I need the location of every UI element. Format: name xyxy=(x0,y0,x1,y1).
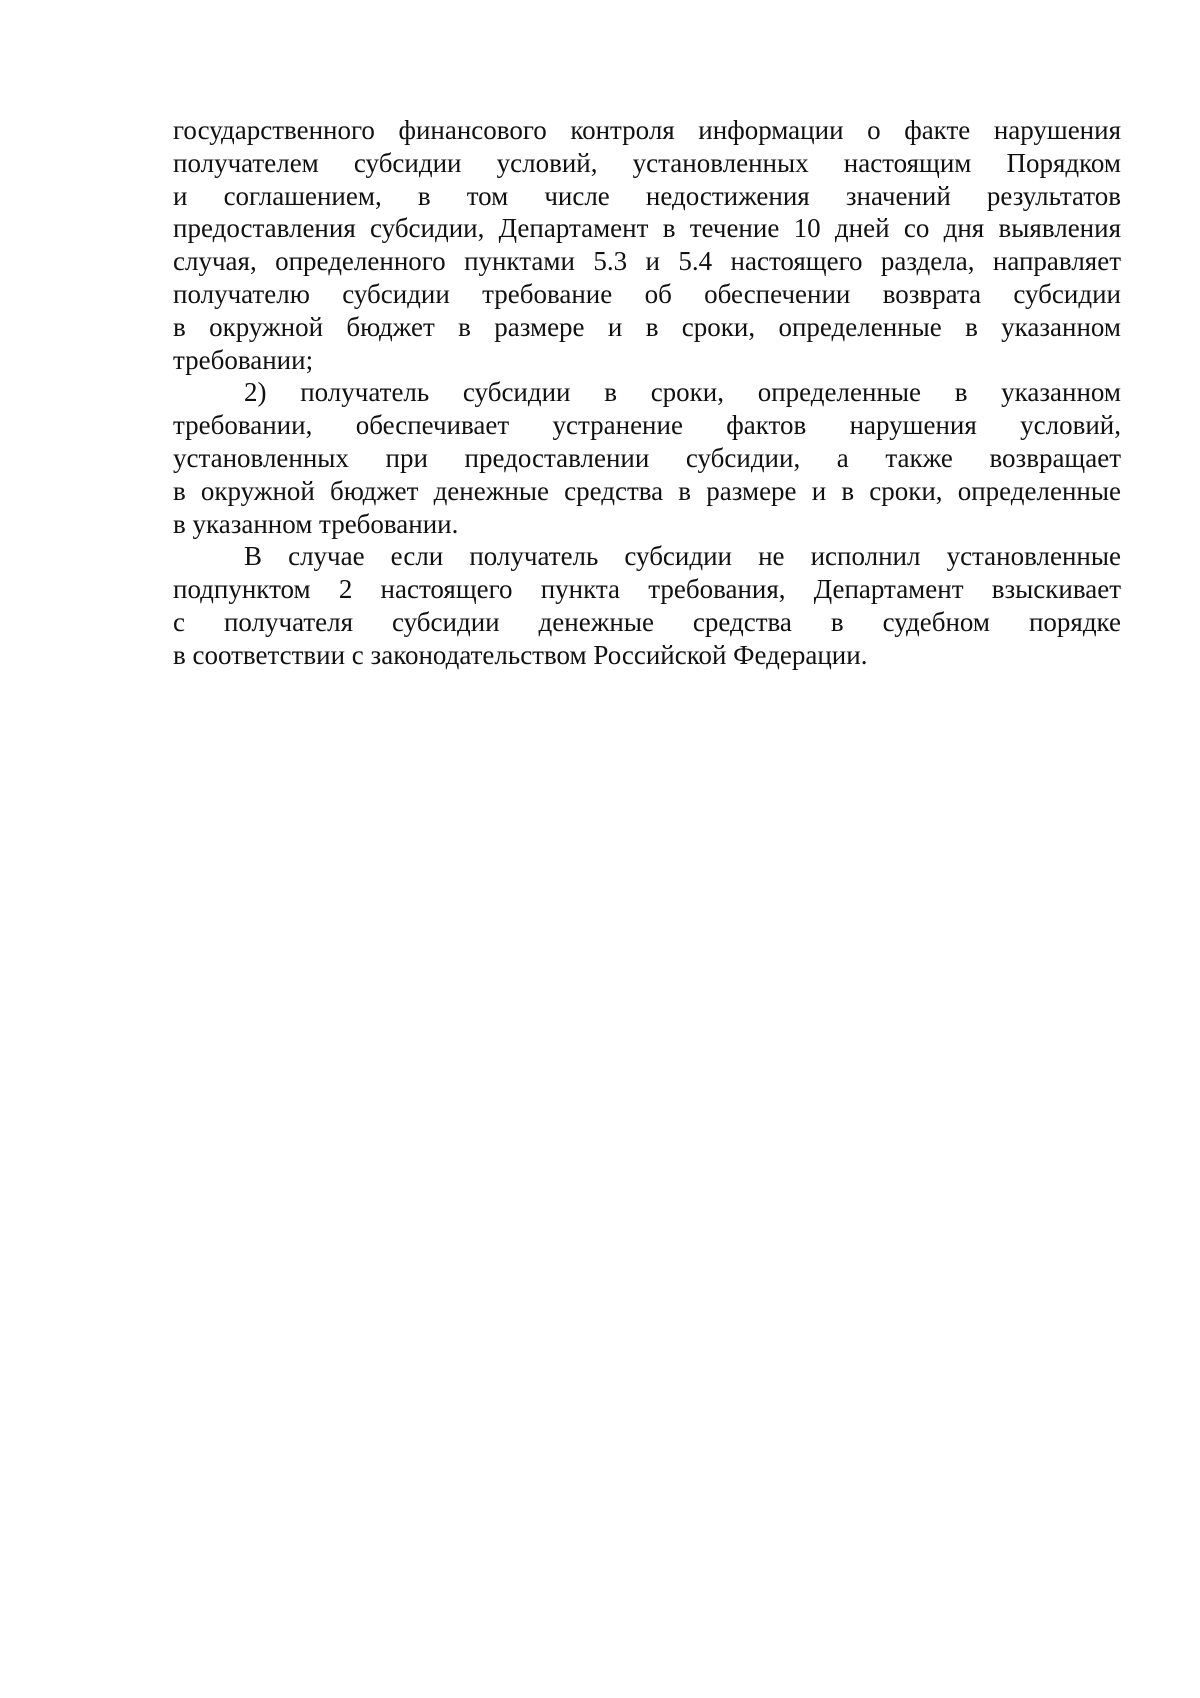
text-line: в соответствии с законодательством Российской Федерации. xyxy=(173,639,868,670)
text-line: В случае если получатель субсидии не исполнил установленные xyxy=(244,541,1121,572)
text-line: в окружной бюджет в размере и в сроки, определенные в указанном xyxy=(173,311,1121,342)
text-line: и соглашением, в том числе недостижения значений результатов xyxy=(173,180,1121,211)
paragraph-2 xyxy=(173,376,1121,540)
text-line: установленных при предоставлении субсидии, а также возвращает xyxy=(173,442,1121,473)
text-line: подпунктом 2 настоящего пункта требования, Департамент взыскивает xyxy=(173,574,1121,605)
text-line: государственного финансового контроля информации о факте нарушения xyxy=(173,115,1121,145)
text-line: случая, определенного пунктами 5.3 и 5.4 настоящего раздела, направляет xyxy=(173,246,1121,277)
text-line: получателю субсидии требование об обеспечении возврата субсидии xyxy=(173,278,1121,309)
text-line: в указанном требовании. xyxy=(173,508,459,539)
text-line: в окружной бюджет денежные средства в размере и в сроки, определенные xyxy=(173,475,1121,506)
text-line: получателем субсидии условий, установленных настоящим Порядком xyxy=(173,147,1121,178)
document-body xyxy=(173,114,1121,672)
text-line: требовании, обеспечивает устранение фактов нарушения условий, xyxy=(173,410,1121,441)
text-line: требовании; xyxy=(173,344,314,375)
text-line: 2) получатель субсидии в сроки, определенные в указанном xyxy=(244,377,1121,408)
paragraph-3 xyxy=(173,540,1121,671)
text-line: предоставления субсидии, Департамент в течение 10 дней со дня выявления xyxy=(173,213,1121,244)
text-line: с получателя субсидии денежные средства в судебном порядке xyxy=(173,606,1121,637)
paragraph-1 xyxy=(173,114,1121,376)
